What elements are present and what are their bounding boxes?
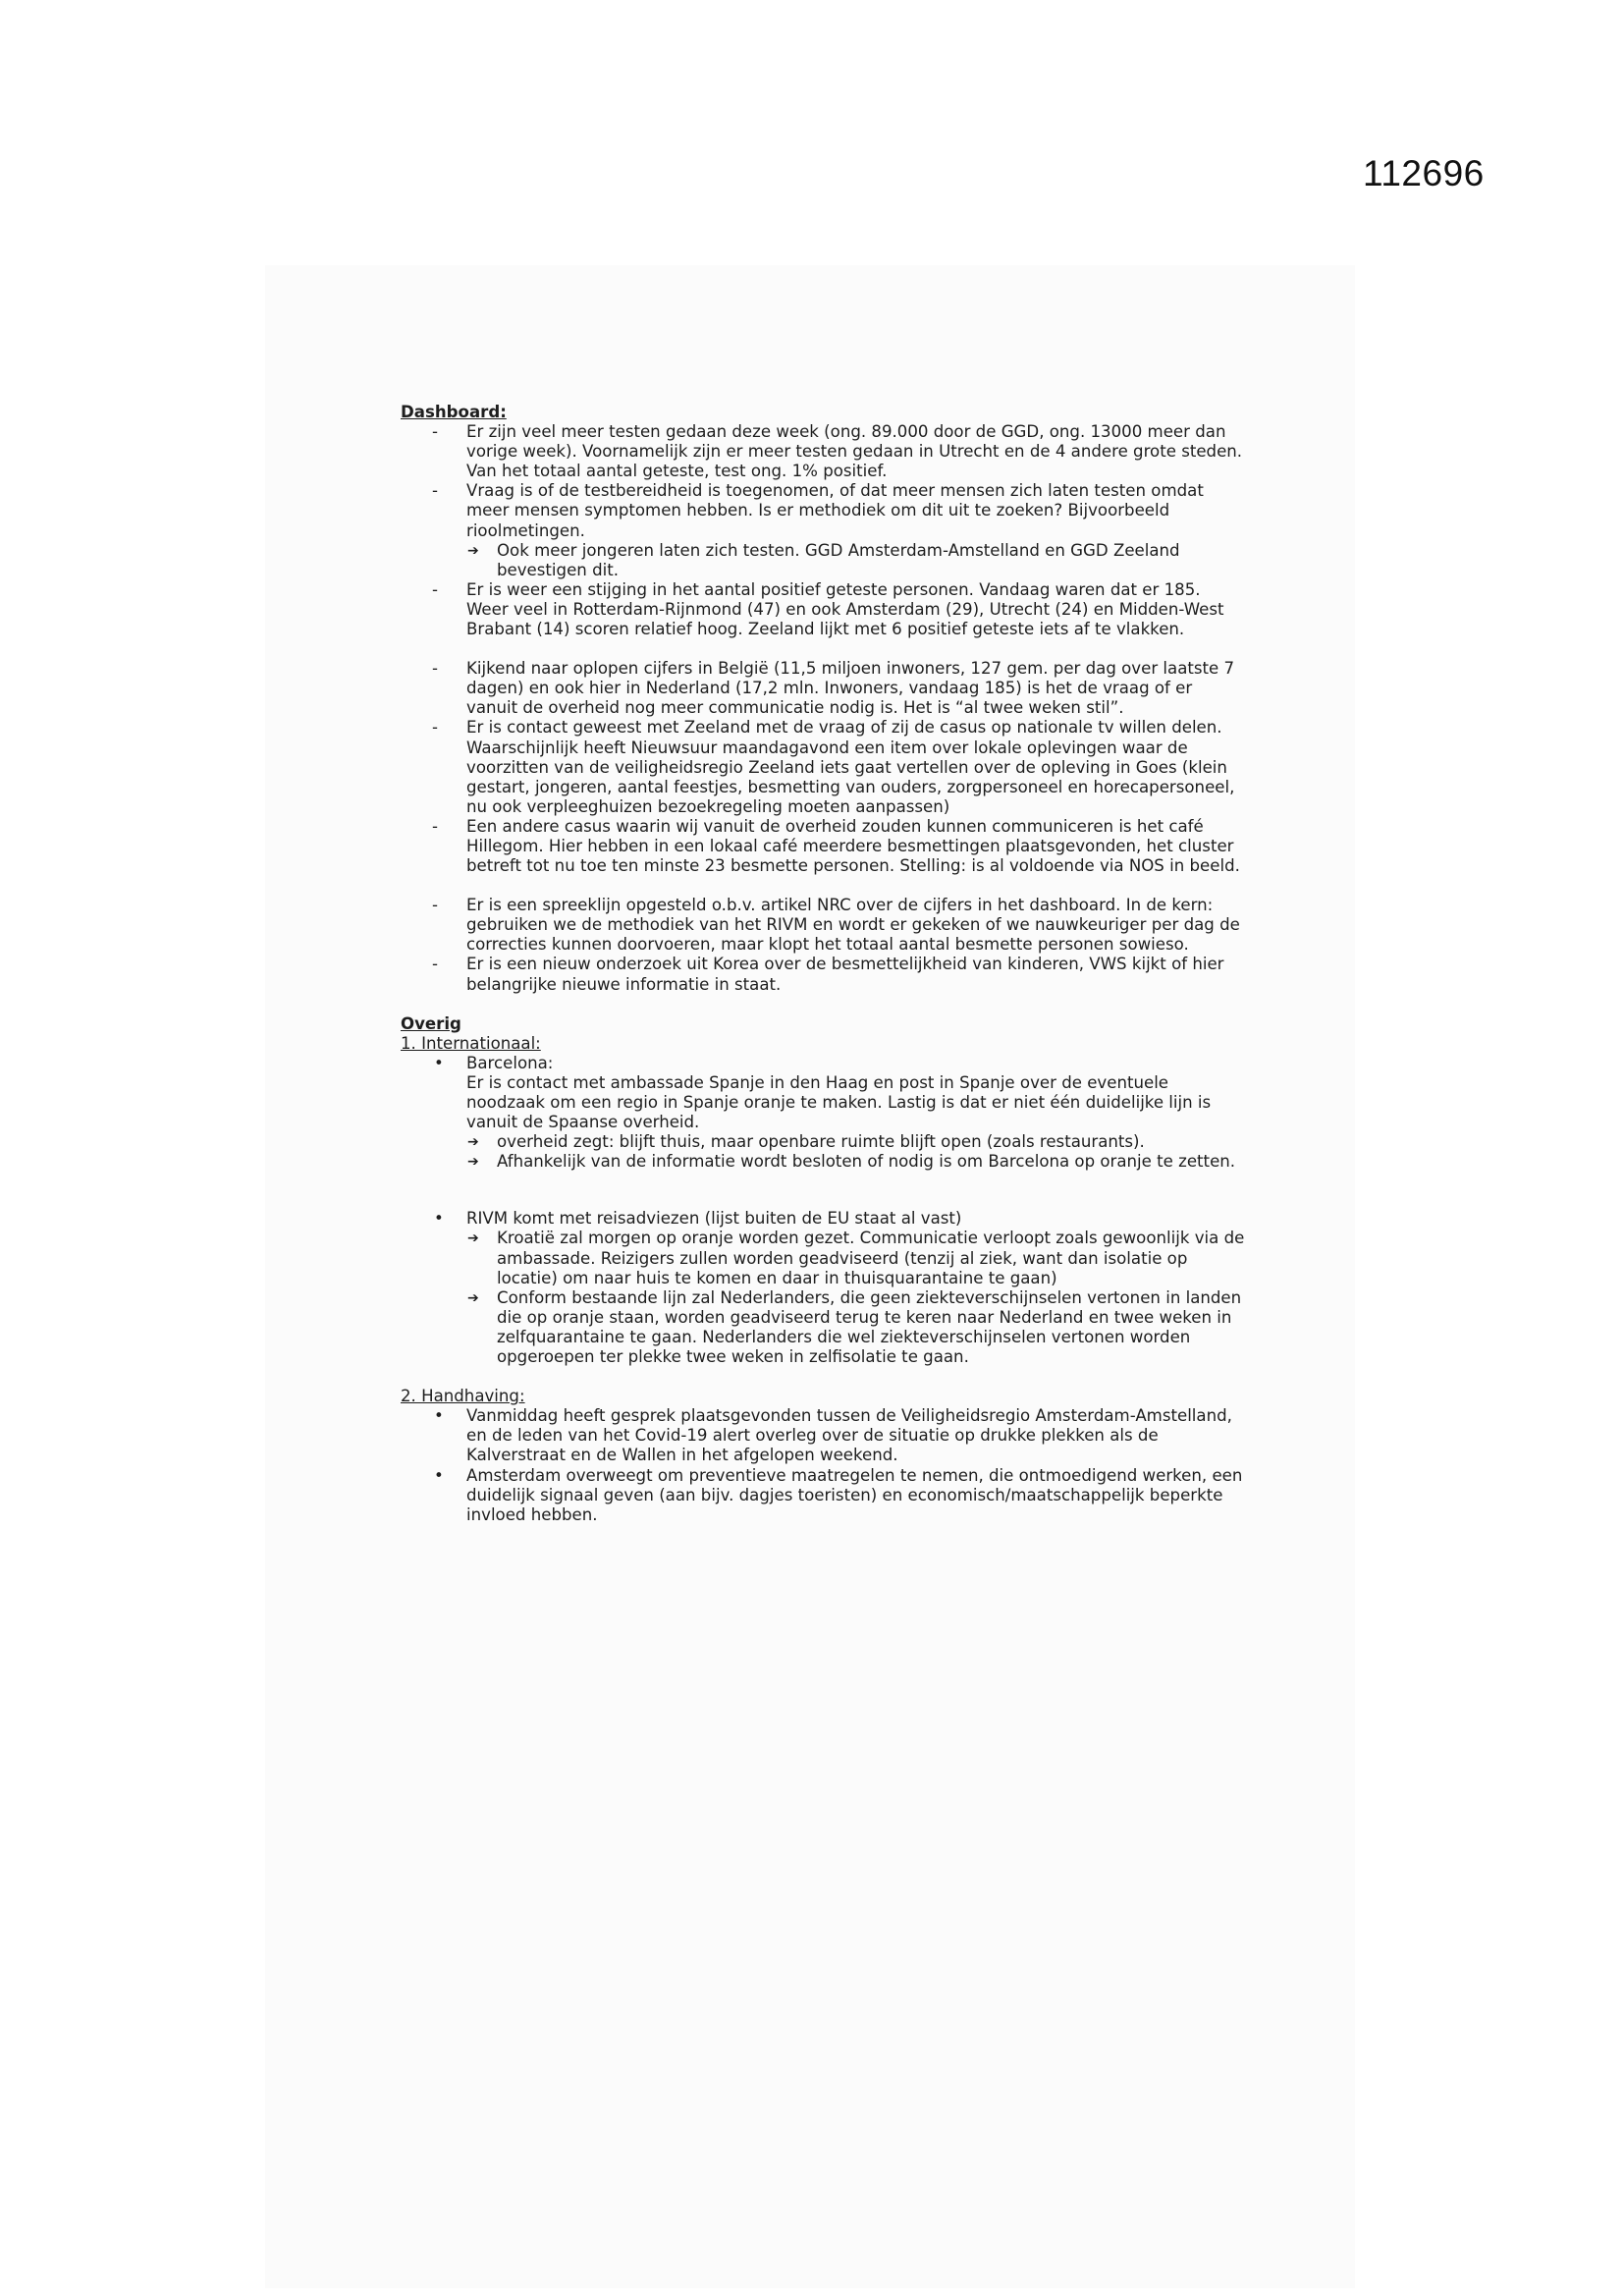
handhaving-item-text: Vanmiddag heeft gesprek plaatsgevonden tussen de Veiligheidsregio Amsterdam-Amstelland, en de leden van het Covid-19 alert overleg over de situatie op drukke plekken als de Kalverstraat en de Wallen in het afgelopen weekend. (466, 1406, 1232, 1465)
rivm-arrow-text: Kroatië zal morgen op oranje worden gezet. Communicatie verloopt zoals gewoonlijk via de ambassade. Reizigers zullen worden geadviseerd (tenzij al ziek, want dan isolatie op locatie) om naar huis te komen en daar in thuisquarantaine te gaan) (497, 1229, 1245, 1287)
dashboard-item (401, 422, 1245, 481)
dash-marker: - (432, 718, 438, 738)
dashboard-item-text: Er is contact geweest met Zeeland met de vraag of zij de casus op nationale tv willen delen. Waarschijnlijk heeft Nieuwsuur maandagavond een item over lokale oplevingen waar de voorzitten van de veiligheidsregio Zeeland iets gaat vertellen over de opleving in Goes (klein gestart, jongeren, aantal feestjes, besmetting van ouders, zorgpersoneel en horecapersoneel, nu ook verpleeghuizen bezoekregeling moeten aanpassen) (466, 718, 1235, 816)
handhaving-item (401, 1466, 1245, 1525)
dash-marker: - (432, 579, 438, 599)
dashboard-heading: Dashboard: (401, 403, 507, 421)
barcelona-arrow-item (401, 1132, 1245, 1152)
dashboard-item (401, 481, 1245, 540)
rivm-arrow-item (401, 1229, 1245, 1287)
barcelona-item (401, 1054, 1245, 1073)
dashboard-item (401, 817, 1245, 876)
arrow-icon: ➔ (467, 1289, 479, 1306)
dash-marker: - (432, 481, 438, 501)
bullet-marker: • (434, 1465, 444, 1485)
dash-marker: - (432, 896, 438, 915)
dashboard-item-text: Er zijn veel meer testen gedaan deze week (ong. 89.000 door de GGD, ong. 13000 meer dan vorige week). Voornamelijk zijn er meer testen gedaan in Utrecht en de 4 andere grote steden. Van het totaal aantal geteste, test ong. 1% positief. (466, 422, 1243, 481)
handhaving-label: 2. Handhaving: (401, 1387, 525, 1406)
arrow-icon: ➔ (467, 1230, 479, 1247)
dashboard-item (401, 659, 1245, 718)
dashboard-item-text: Er is weer een stijging in het aantal positief geteste personen. Vandaag waren dat er 185. Weer veel in Rotterdam-Rijnmond (47) en ook Amsterdam (29), Utrecht (24) en Midden-West Brabant (14) scoren relatief hoog. Zeeland lijkt met 6 positief geteste iets af te vlakken. (466, 579, 1224, 639)
document-body (401, 403, 1245, 1525)
bullet-marker: • (434, 1053, 444, 1072)
bullet-marker: • (434, 1406, 444, 1426)
rivm-item (401, 1209, 1245, 1229)
dash-marker: - (432, 659, 438, 679)
document-number: 112696 (1363, 153, 1485, 193)
dash-marker: - (432, 816, 438, 836)
arrow-icon: ➔ (467, 1154, 479, 1171)
bullet-marker: • (434, 1209, 444, 1229)
arrow-icon: ➔ (467, 542, 479, 559)
dashboard-item-text: Vraag is of de testbereidheid is toegenomen, of dat meer mensen zich laten testen omdat meer mensen symptomen hebben. Is er methodiek om dit uit te zoeken? Bijvoorbeeld rioolmetingen. (466, 481, 1204, 540)
barcelona-arrow-text: overheid zegt: blijft thuis, maar openbare ruimte blijft open (zoals restaurants). (497, 1132, 1145, 1152)
dashboard-item-text: Er is een nieuw onderzoek uit Korea over de besmettelijkheid van kinderen, VWS kijkt of hier belangrijke nieuwe informatie in staat. (466, 955, 1224, 994)
internationaal-label: 1. Internationaal: (401, 1033, 541, 1053)
arrow-icon: ➔ (467, 1134, 479, 1151)
barcelona-arrow-item (401, 1152, 1245, 1172)
dashboard-item-text: Er is een spreeklijn opgesteld o.b.v. artikel NRC over de cijfers in het dashboard. In de kern: gebruiken we de methodiek van het RIVM en wordt er gekeken of we nauwkeuriger per dag de correcties kunnen doorvoeren, maar klopt het totaal aantal besmette personen sowieso. (466, 896, 1240, 955)
dashboard-item (401, 580, 1245, 639)
rivm-arrow-item (401, 1288, 1245, 1367)
dash-marker: - (432, 422, 438, 442)
handhaving-item (401, 1406, 1245, 1465)
dashboard-item (401, 955, 1245, 994)
dashboard-item-text: Kijkend naar oplopen cijfers in België (11,5 miljoen inwoners, 127 gem. per dag over laatste 7 dagen) en ook hier in Nederland (17,2 mln. Inwoners, vandaag 185) is het de vraag of er vanuit de overheid nog meer communicatie nodig is. Het is “al twee weken stil”. (466, 659, 1235, 718)
rivm-arrow-text: Conform bestaande lijn zal Nederlanders, die geen ziekteverschijnselen vertonen in landen die op oranje staan, worden geadviseerd terug te keren naar Nederland en twee weken in zelfquarantaine te gaan. Nederlanders die wel ziekteverschijnselen vertonen worden opgeroepen ter plekke twee weken in zelfisolatie te gaan. (497, 1287, 1242, 1367)
barcelona-arrow-text: Afhankelijk van de informatie wordt besloten of nodig is om Barcelona op oranje te zetten. (497, 1152, 1236, 1172)
dash-marker: - (432, 955, 438, 974)
barcelona-title: Barcelona: (466, 1053, 554, 1072)
rivm-text: RIVM komt met reisadviezen (lijst buiten de EU staat al vast) (466, 1209, 962, 1229)
dashboard-item-text: Een andere casus waarin wij vanuit de overheid zouden kunnen communiceren is het café Hillegom. Hier hebben in een lokaal café meerdere besmettingen plaatsgevonden, het cluster betreft tot nu toe ten minste 23 besmette personen. Stelling: is al voldoende via NOS in beeld. (466, 816, 1240, 876)
dashboard-arrow-item (401, 541, 1245, 580)
barcelona-text: Er is contact met ambassade Spanje in den Haag en post in Spanje over de eventuele noodzaak om een regio in Spanje oranje te maken. Lastig is dat er niet één duidelijke lijn is vanuit de Spaanse overheid. (466, 1072, 1212, 1132)
overig-heading: Overig (401, 1013, 461, 1033)
dashboard-item (401, 896, 1245, 955)
handhaving-item-text: Amsterdam overweegt om preventieve maatregelen te nemen, die ontmoedigend werken, een duidelijk signaal geven (aan bijv. dagjes toeristen) en economisch/maatschappelijk beperkte invloed hebben. (466, 1465, 1243, 1524)
dashboard-item (401, 718, 1245, 816)
dashboard-arrow-text: Ook meer jongeren laten zich testen. GGD Amsterdam-Amstelland en GGD Zeeland bevestigen dit. (497, 540, 1180, 579)
